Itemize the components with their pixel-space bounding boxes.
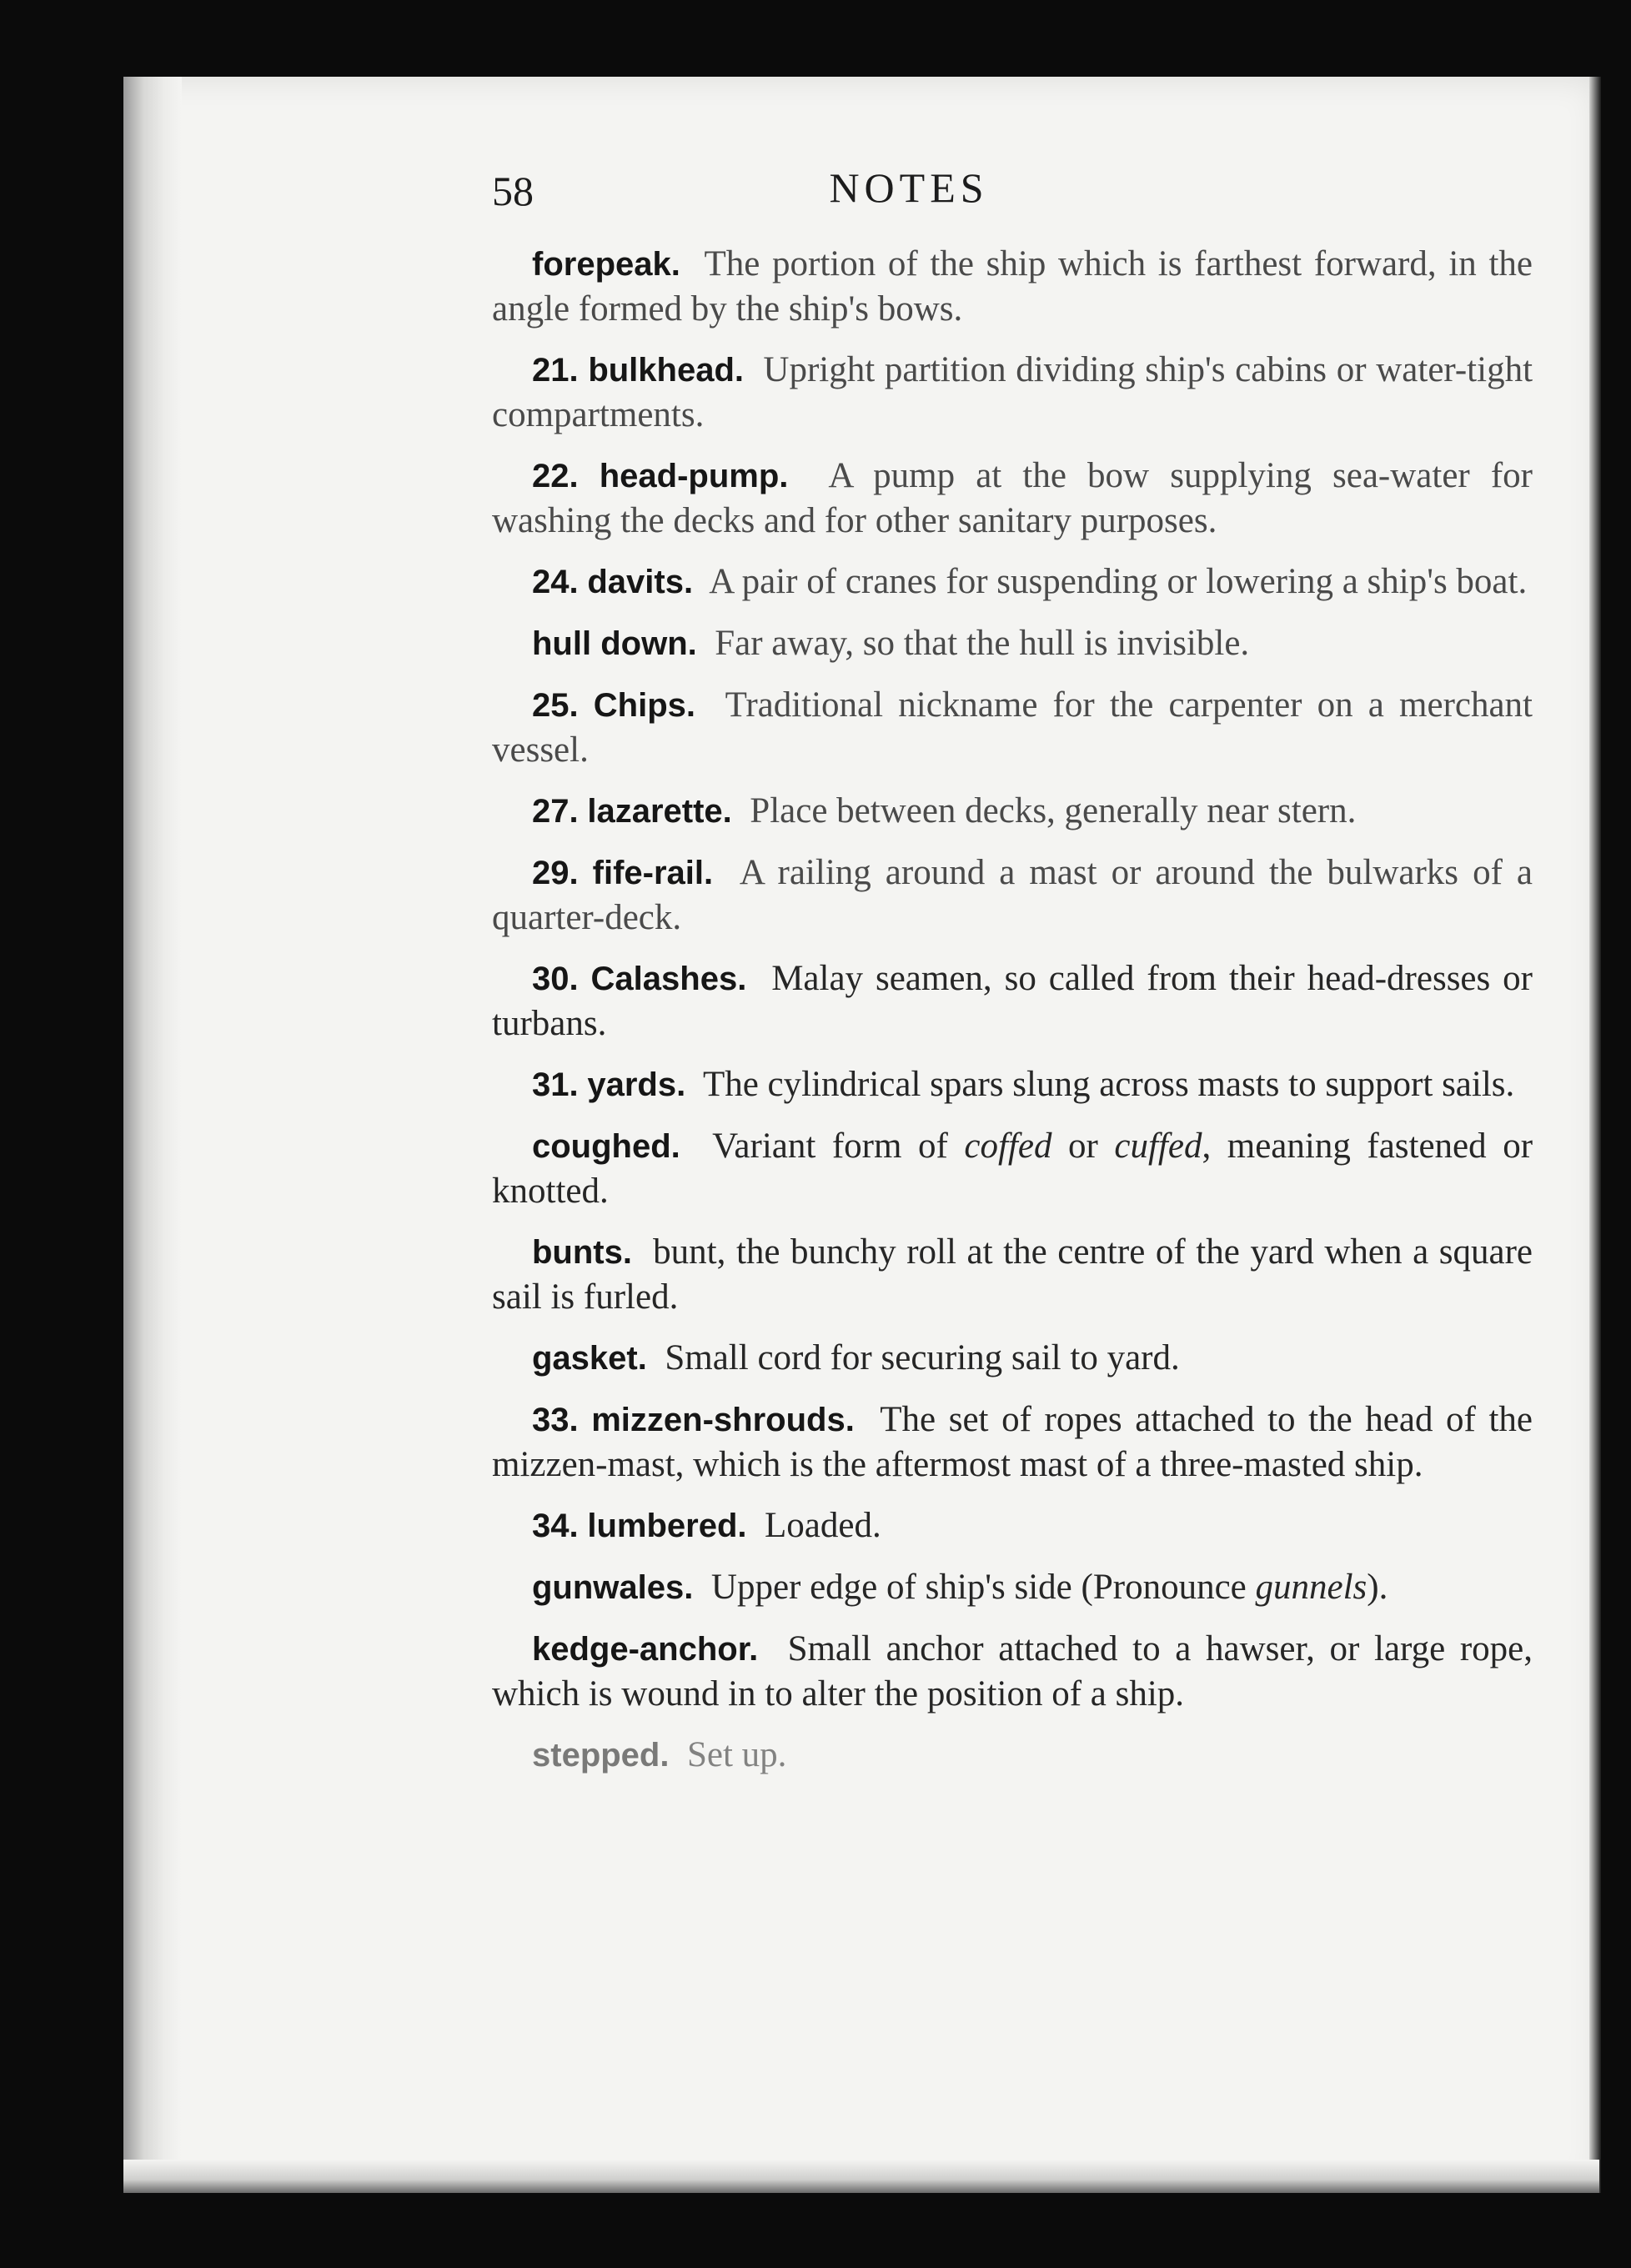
note-term: bulkhead. xyxy=(588,352,745,389)
note-definition: Small cord for securing sail to yard. xyxy=(665,1338,1180,1377)
note-line-number: 34. xyxy=(532,1508,579,1544)
note-line-number: 30. xyxy=(532,961,579,997)
note-definition: A pump at the bow supplying sea-water for washing the decks and for other sanitary purposes. xyxy=(492,456,1533,540)
note-entry xyxy=(492,454,1533,543)
note-entry xyxy=(492,850,1533,940)
note-definition: Small anchor attached to a hawser, or large rope, which is wound in to alter the position of a ship. xyxy=(492,1629,1533,1714)
note-entry xyxy=(492,789,1533,834)
note-entry xyxy=(492,956,1533,1046)
note-definition-italic: coffed xyxy=(964,1126,1052,1166)
note-definition-text: , meaning fastened or knotted. xyxy=(492,1126,1533,1211)
note-definition-italic: cuffed xyxy=(1114,1126,1202,1166)
note-entry xyxy=(492,683,1533,772)
note-line-number: 24. xyxy=(532,564,579,600)
note-entry xyxy=(492,621,1533,666)
note-definition: bunt, the bunchy roll at the centre of the yard when a square sail is furled. xyxy=(492,1232,1533,1317)
note-definition: A pair of cranes for suspending or lowering a ship's boat. xyxy=(709,562,1528,601)
page-right-edge xyxy=(1589,77,1601,2193)
note-definition: The portion of the ship which is farthest forward, in the angle formed by the ship's bows. xyxy=(492,244,1533,329)
note-term: bunts. xyxy=(532,1234,632,1271)
note-entry xyxy=(492,1733,1533,1778)
note-term: kedge-anchor. xyxy=(532,1631,759,1668)
note-term: davits. xyxy=(587,564,694,600)
note-entry xyxy=(492,242,1533,331)
notes-list xyxy=(492,242,1533,1794)
note-definition-text: Variant form of xyxy=(712,1126,965,1166)
note-definition: Place between decks, generally near stern. xyxy=(750,791,1357,830)
note-line-number: 31. xyxy=(532,1066,579,1103)
note-entry xyxy=(492,1503,1533,1548)
note-line-number: 33. xyxy=(532,1402,579,1438)
note-line-number: 21. xyxy=(532,352,579,389)
note-definition: The set of ropes attached to the head of the mizzen-mast, which is the aftermost mast of a three-masted ship. xyxy=(492,1400,1533,1484)
note-entry xyxy=(492,1397,1533,1487)
note-term: fife-rail. xyxy=(592,855,714,891)
note-definition-text: or xyxy=(1051,1126,1115,1166)
note-definition: Malay seamen, so called from their head-dresses or turbans. xyxy=(492,959,1533,1043)
running-header xyxy=(492,158,1109,217)
note-entry xyxy=(492,1336,1533,1381)
note-term: head-pump. xyxy=(599,458,789,494)
note-term: hull down. xyxy=(532,625,697,662)
note-entry xyxy=(492,348,1533,437)
note-entry xyxy=(492,1230,1533,1319)
note-entry xyxy=(492,559,1533,605)
note-term: lazarette. xyxy=(587,793,732,830)
note-definition-text: Upper edge of ship's side (Pronounce xyxy=(710,1568,1256,1607)
note-definition-italic: gunnels xyxy=(1255,1568,1368,1607)
note-definition: A railing around a mast or around the bulwarks of a quarter-deck. xyxy=(492,853,1533,937)
note-line-number: 25. xyxy=(532,687,579,724)
note-definition: Upright partition dividing ship's cabins or water-tight compartments. xyxy=(492,350,1533,434)
note-term: Chips. xyxy=(593,687,696,724)
note-entry xyxy=(492,1627,1533,1716)
note-line-number: 22. xyxy=(532,458,579,494)
page-gutter-shadow xyxy=(123,77,182,2193)
note-definition: Traditional nickname for the carpenter on a merchant vessel. xyxy=(492,685,1533,770)
note-definition-text: ). xyxy=(1367,1568,1388,1607)
page-number: 58 xyxy=(492,168,534,214)
note-definition xyxy=(711,1568,1388,1607)
note-term: gasket. xyxy=(532,1340,647,1377)
note-term: coughed. xyxy=(532,1128,680,1165)
note-definition: Loaded. xyxy=(765,1506,881,1545)
note-line-number: 27. xyxy=(532,793,579,830)
note-term: yards. xyxy=(587,1066,686,1103)
note-entry xyxy=(492,1565,1533,1610)
note-entry xyxy=(492,1124,1533,1213)
note-definition: Set up. xyxy=(686,1735,787,1774)
note-term: mizzen-shrouds. xyxy=(591,1402,855,1438)
page-bottom-edge xyxy=(123,2160,1599,2193)
note-term: gunwales. xyxy=(532,1569,694,1606)
note-definition: Far away, so that the hull is invisible. xyxy=(715,624,1250,663)
note-term: stepped. xyxy=(532,1737,670,1774)
note-definition: The cylindrical spars slung across masts to support sails. xyxy=(702,1065,1515,1104)
note-term: lumbered. xyxy=(587,1508,747,1544)
note-line-number: 29. xyxy=(532,855,579,891)
running-title: NOTES xyxy=(829,164,989,211)
note-term: Calashes. xyxy=(590,961,747,997)
note-term: forepeak. xyxy=(532,246,680,283)
note-entry xyxy=(492,1062,1533,1107)
